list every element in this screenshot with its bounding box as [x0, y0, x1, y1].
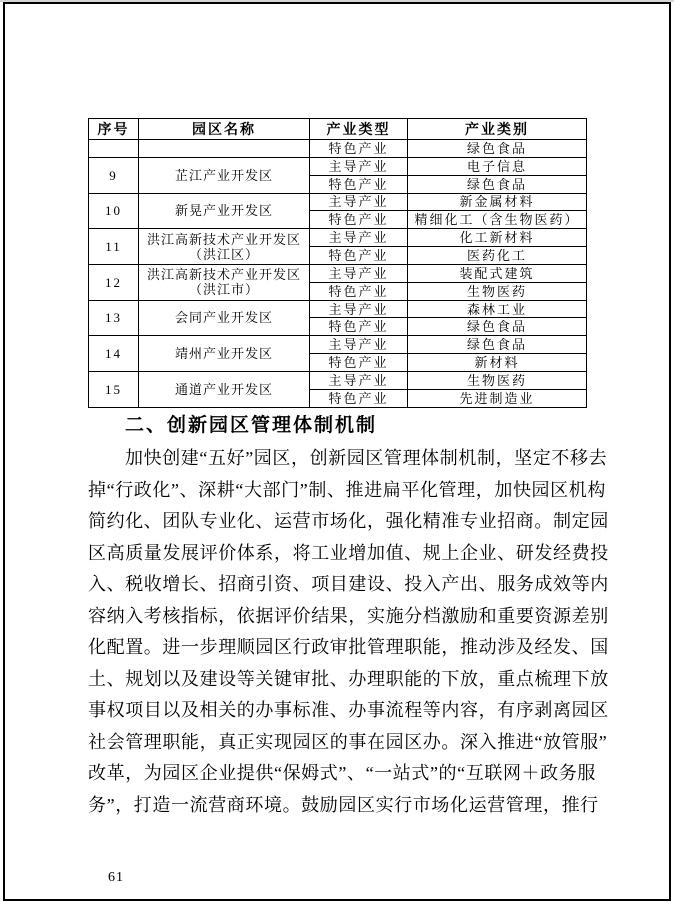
cell-industry-type: 特色产业 — [310, 318, 408, 336]
table-header-row — [89, 119, 587, 140]
column-header-index: 序号 — [89, 119, 139, 140]
table-header — [89, 119, 587, 140]
paragraph-line: 改革，为园区企业提供“保姆式”、“一站式”的“互联网＋政务服 — [88, 763, 596, 783]
cell-park-name: 会同产业开发区 — [139, 300, 310, 336]
cell-park-name: 洪江高新技术产业开发区（洪江市） — [139, 264, 310, 300]
cell-park-name — [139, 140, 310, 158]
cell-index: 11 — [89, 229, 139, 265]
paragraph-line: 土、规划以及建设等关键审批、办理职能的下放，重点梳理下放 — [88, 668, 609, 689]
cell-industry-type: 特色产业 — [310, 247, 408, 265]
table-row — [89, 300, 587, 318]
cell-industry-category: 医药化工 — [408, 247, 587, 265]
cell-industry-type: 特色产业 — [310, 140, 408, 158]
cell-industry-type: 主导产业 — [310, 336, 408, 354]
cell-industry-category: 新金属材料 — [408, 193, 587, 211]
column-header-industry-type: 产业类型 — [310, 119, 408, 140]
cell-industry-type: 主导产业 — [310, 193, 408, 211]
cell-index: 13 — [89, 300, 139, 336]
cell-industry-type: 主导产业 — [310, 157, 408, 175]
table-row — [89, 264, 587, 282]
cell-industry-category: 生物医药 — [408, 282, 587, 300]
industrial-parks-table — [88, 118, 587, 408]
paragraph-line: 入、税收增长、招商引资、项目建设、投入产出、服务成效等内 — [88, 574, 609, 594]
cell-industry-category: 装配式建筑 — [408, 264, 587, 282]
cell-index: 12 — [89, 264, 139, 300]
cell-industry-category: 绿色食品 — [408, 318, 587, 336]
cell-industry-type: 特色产业 — [310, 354, 408, 372]
table-row — [89, 157, 587, 175]
table-row — [89, 229, 587, 247]
body-paragraph — [88, 443, 609, 821]
table-row — [89, 336, 587, 354]
cell-index: 14 — [89, 336, 139, 372]
cell-industry-category: 绿色食品 — [408, 175, 587, 193]
cell-industry-category: 森林工业 — [408, 300, 587, 318]
paragraph-line: 化配置。进一步理顺园区行政审批管理职能，推动涉及经发、国 — [88, 637, 609, 657]
cell-index: 9 — [89, 157, 139, 193]
cell-industry-category: 生物医药 — [408, 371, 587, 389]
cell-park-name: 新晃产业开发区 — [139, 193, 310, 229]
table-body — [89, 140, 587, 408]
paragraph-line: 容纳入考核指标，依据评价结果，实施分档激励和重要资源差别 — [88, 605, 609, 626]
cell-industry-category: 绿色食品 — [408, 140, 587, 158]
cell-index: 10 — [89, 193, 139, 229]
cell-index: 15 — [89, 371, 139, 407]
paragraph-line: 务”，打造一流营商环境。鼓励园区实行市场化运营管理，推行 — [88, 794, 599, 815]
cell-park-name: 洪江高新技术产业开发区（洪江区） — [139, 229, 310, 265]
cell-industry-type: 特色产业 — [310, 282, 408, 300]
paragraph-line: 简约化、团队专业化、运营市场化，强化精准专业招商。制定园 — [88, 511, 609, 531]
cell-industry-category: 绿色食品 — [408, 336, 587, 354]
column-header-park-name: 园区名称 — [139, 119, 310, 140]
cell-park-name: 通道产业开发区 — [139, 371, 310, 407]
page-number: 61 — [108, 870, 124, 885]
cell-park-name: 芷江产业开发区 — [139, 157, 310, 193]
cell-industry-category: 先进制造业 — [408, 389, 587, 407]
cell-industry-category: 精细化工（含生物医药） — [408, 211, 587, 229]
cell-industry-category: 新材料 — [408, 354, 587, 372]
section-heading: 二、创新园区管理体制机制 — [125, 415, 378, 436]
cell-industry-type: 主导产业 — [310, 229, 408, 247]
cell-industry-type: 主导产业 — [310, 371, 408, 389]
paragraph-line: 社会管理职能，真正实现园区的事在园区办。深入推进“放管服” — [88, 731, 608, 752]
table-row — [89, 193, 587, 211]
cell-industry-type: 特色产业 — [310, 211, 408, 229]
cell-industry-category: 化工新材料 — [408, 229, 587, 247]
cell-industry-type: 特色产业 — [310, 175, 408, 193]
paragraph-line: 区高质量发展评价体系，将工业增加值、规上企业、研发经费投 — [88, 542, 609, 563]
cell-industry-type: 特色产业 — [310, 389, 408, 407]
paragraph-line: 事权项目以及相关的办事标准、办事流程等内容，有序剥离园区 — [88, 700, 609, 720]
cell-park-name: 靖州产业开发区 — [139, 336, 310, 372]
table-row — [89, 140, 587, 158]
table-row — [89, 371, 587, 389]
paragraph-line: 加快创建“五好”园区，创新园区管理体制机制，坚定不移去 — [125, 448, 608, 468]
cell-industry-category: 电子信息 — [408, 157, 587, 175]
paragraph-line: 掉“行政化”、深耕“大部门”制、推进扁平化管理，加快园区机构 — [88, 479, 606, 500]
cell-industry-type: 主导产业 — [310, 264, 408, 282]
cell-industry-type: 主导产业 — [310, 300, 408, 318]
column-header-industry-category: 产业类别 — [408, 119, 587, 140]
screenshot-top-edge — [0, 0, 674, 2]
cell-index — [89, 140, 139, 158]
